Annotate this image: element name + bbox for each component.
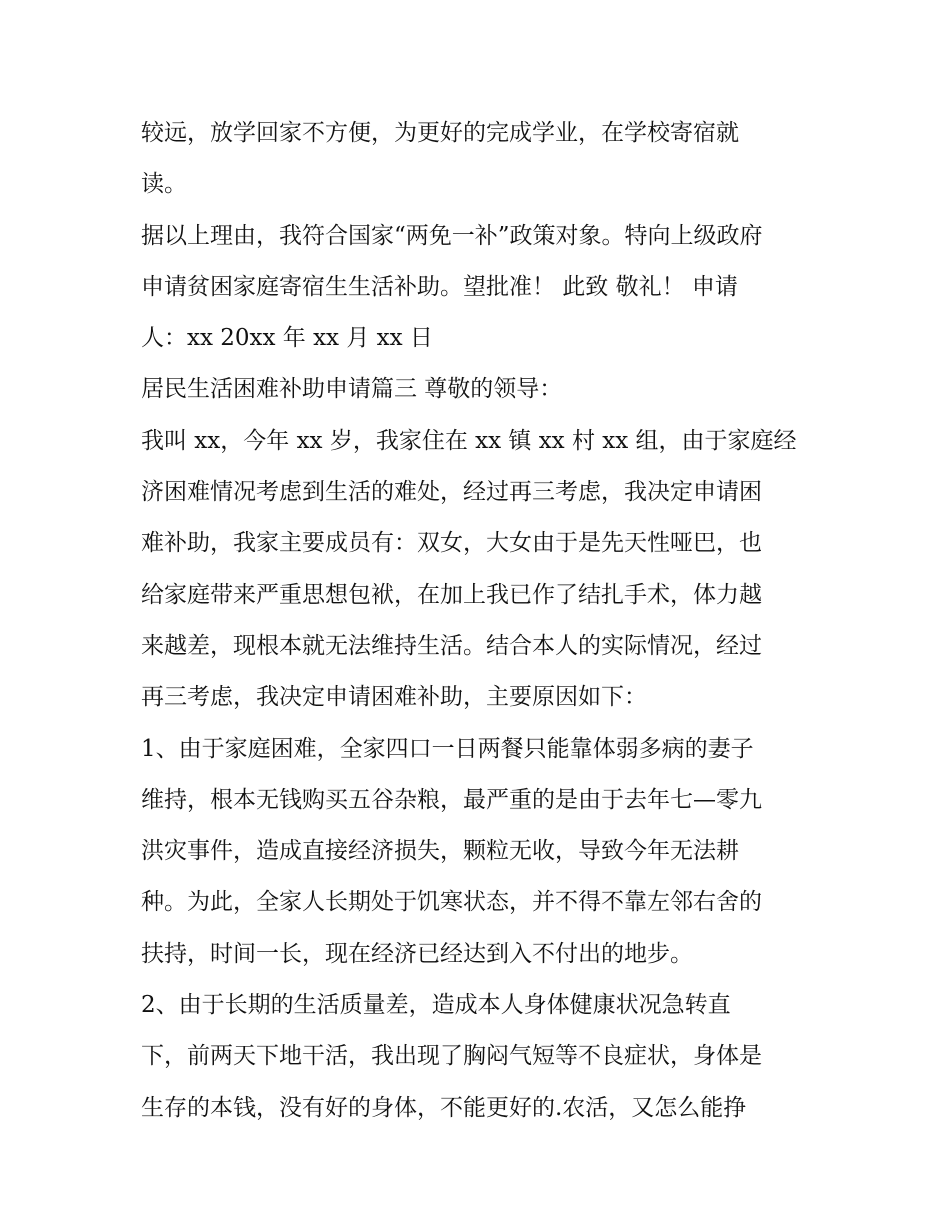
text-line: 给家庭带来严重思想包袱，在加上我已作了结扎手术，体力越	[141, 581, 762, 608]
document-body	[141, 108, 821, 1134]
text-line: 济困难情况考虑到生活的难处，经过再三考虑，我决定申请困	[141, 479, 762, 506]
text-line: 2、由于长期的生活质量差，造成本人身体健康状况急转直	[141, 992, 731, 1019]
text-line: 我叫 xx，今年 xx 岁，我家住在 xx 镇 xx 村 xx 组，由于家庭经	[141, 427, 797, 454]
text-line: 维持，根本无钱购买五谷杂粮，最严重的是由于去年七—零九	[141, 786, 762, 813]
text-line: 人：xx 20xx 年 xx 月 xx 日	[141, 325, 433, 352]
text-line: 扶持，时间一长，现在经济已经达到入不付出的地步。	[141, 940, 693, 967]
text-line: 难补助，我家主要成员有：双女，大女由于是先天性哑巴，也	[141, 530, 762, 557]
text-line: 读。	[141, 171, 187, 198]
section-heading-line: 居民生活困难补助申请篇三 尊敬的领导：	[141, 376, 563, 403]
text-line: 再三考虑，我决定申请困难补助，主要原因如下：	[141, 684, 647, 711]
text-line: 申请贫困家庭寄宿生生活补助。望批准！ 此致 敬礼！ 申请	[141, 273, 738, 300]
text-line: 下，前两天下地干活，我出现了胸闷气短等不良症状，身体是	[141, 1043, 762, 1070]
text-line: 生存的本钱，没有好的身体，不能更好的.农活，又怎么能挣	[141, 1094, 747, 1121]
text-line: 种。为此，全家人长期处于饥寒状态，并不得不靠左邻右舍的	[141, 889, 762, 916]
text-line: 来越差，现根本就无法维持生活。结合本人的实际情况，经过	[141, 632, 762, 659]
text-line: 1、由于家庭困难，全家四口一日两餐只能靠体弱多病的妻子	[141, 735, 754, 762]
text-line: 据以上理由，我符合国家“两免一补”政策对象。特向上级政府	[141, 222, 763, 249]
text-line: 洪灾事件，造成直接经济损失，颗粒无收，导致今年无法耕	[141, 838, 739, 865]
text-line: 较远，放学回家不方便，为更好的完成学业，在学校寄宿就	[141, 120, 739, 146]
